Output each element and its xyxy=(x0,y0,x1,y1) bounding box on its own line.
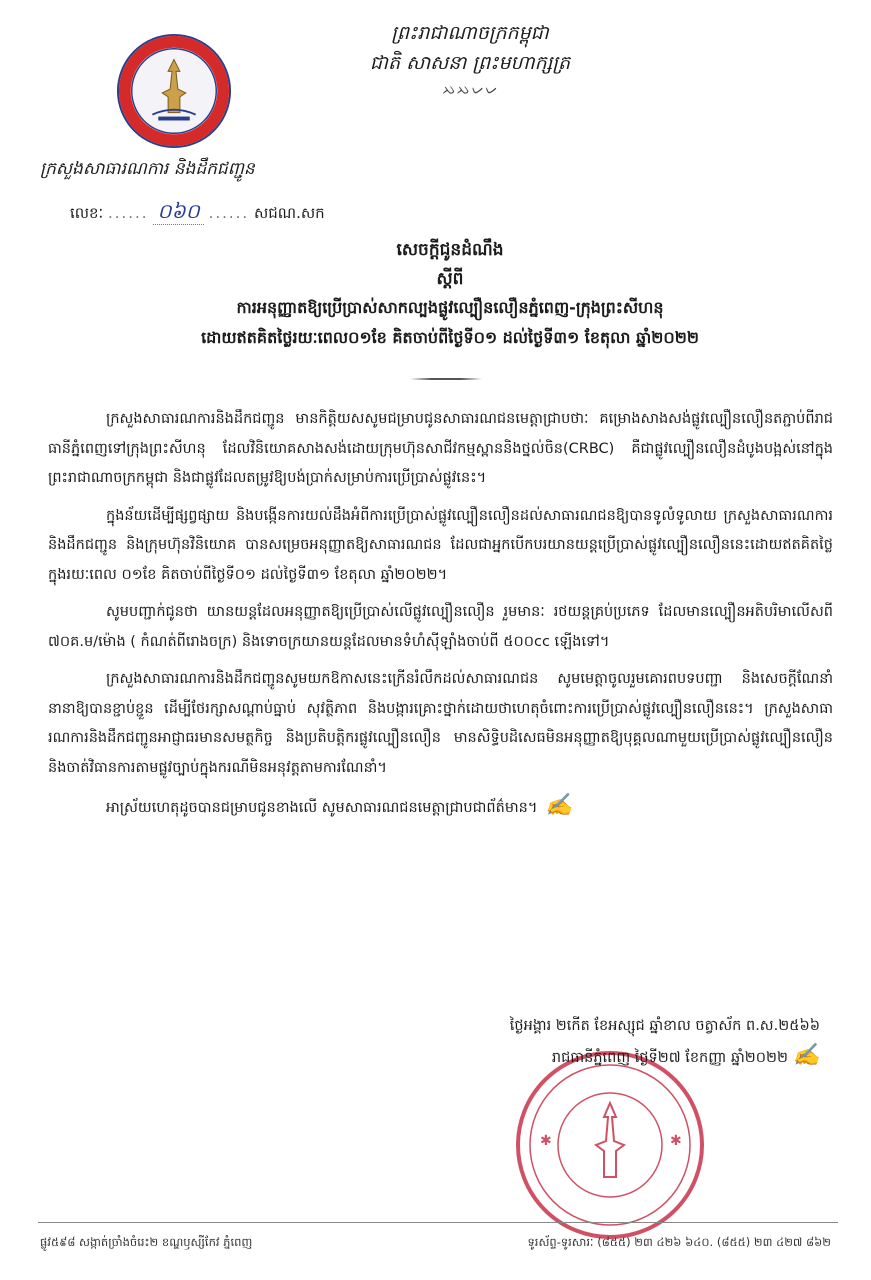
paragraph-1: ក្រសួងសាធារណការនិងដឹកជញ្ជូន មានកិត្តិយសសូមជម្រាបជូនសាធារណជនមេត្តាជ្រាបថាៈ គម្រោងសាងសង់ផ្លូវល្បឿនលឿនតភ្ជាប់ពីរាជធានីភ្នំពេញទៅក្រុងព្រះសីហនុ ដែលវិនិយោគសាងសង់ដោយក្រុមហ៊ុនសាជីវកម្មស្ពាននិងថ្នល់ចិន(CRBC) គឺជាផ្លូវល្បឿនលឿនដំបូងបង្អស់នៅក្នុងព្រះរាជាណាចក្រកម្ពុជា និងជាផ្លូវដែលតម្រូវឱ្យបង់ប្រាក់សម្រាប់ការប្រើប្រាស់ផ្លូវនេះ។ xyxy=(48,411,833,486)
official-seal-icon xyxy=(510,1045,710,1245)
notice-subject-line-1: ការអនុញ្ញាតឱ្យប្រើប្រាស់សាកល្បងផ្លូវល្បឿនលឿនភ្នំពេញ-ក្រុងព្រះសីហនុ xyxy=(236,298,664,317)
svg-text:✱: ✱ xyxy=(540,1133,552,1149)
footer-divider xyxy=(38,1222,838,1223)
paragraph-2: ក្នុងន័យដើម្បីផ្សព្វផ្សាយ និងបង្កើនការយល់ដឹងអំពីការប្រើប្រាស់ផ្លូវល្បឿនលឿនដល់សាធារណជនឱ្យបានទូលំទូលាយ ក្រសួងសាធារណការនិងដឹកជញ្ជូន និងក្រុមហ៊ុនវិនិយោគ បានសម្រេចអនុញ្ញាតឱ្យសាធារណជន ដែលជាអ្នកបើកបរយានយន្តប្រើប្រាស់ផ្លូវល្បឿនលឿននេះដោយឥតគិតថ្លៃក្នុងរយៈពេល ០១ខែ គិតចាប់ពីថ្ងៃទី០១ ដល់ថ្ងៃទី៣១ ខែតុលា ឆ្នាំ២០២២។ xyxy=(48,507,833,583)
svg-text:✱: ✱ xyxy=(670,1133,682,1149)
paragraph-5-text: អាស្រ័យហេតុដូចបានជម្រាបជូនខាងលើ សូមសាធារណជនមេត្តាជ្រាបជាព័ត៌មាន។ xyxy=(106,800,538,816)
kingdom-line-2: ជាតិ សាសនា ព្រះមហាក្សត្រ xyxy=(369,52,571,74)
title-divider xyxy=(410,378,482,380)
paragraph-4: ក្រសួងសាធារណការនិងដឹកជញ្ជូនសូមយកឱកាសនេះក្រើនរំលឹកដល់សាធារណជន សូមមេត្តាចូលរួមគោរពបទបញ្ជា និងសេចក្តីណែនាំនានាឱ្យបានខ្ជាប់ខ្ជួន ដើម្បីថែរក្សាសណ្តាប់ធ្នាប់ សុវត្ថិភាព និងបង្ការគ្រោះថ្នាក់ដោយថាហេតុចំពោះការប្រើប្រាស់ផ្លូវល្បឿនលឿននេះ។ ក្រសួងសាធារណការនិងដឹកជញ្ជូនអាជ្ញាធរមានសមត្ថកិច្ច និងប្រតិបត្តិករផ្លូវល្បឿនលឿន មានសិទ្ធិបដិសេធមិនអនុញ្ញាតឱ្យបុគ្គលណាមួយប្រើប្រាស់ផ្លូវល្បឿនលឿន និងចាត់វិធានការតាមផ្លូវច្បាប់ក្នុងករណីមិនអនុវត្តតាមការណែនាំ។ xyxy=(48,671,833,776)
ministry-logo xyxy=(115,32,233,150)
notice-title: សេចក្តីជូនដំណឹង xyxy=(396,240,504,260)
footer-address: ផ្លូវ៥៩៨ សង្កាត់ច្រាំងចំរេះ២ ខណ្ឌឫស្សីកែវ ភ្នំពេញ xyxy=(40,1235,253,1249)
date-signature-icon: ✍ xyxy=(792,1043,820,1068)
ref-number-value: ០៦០ xyxy=(153,198,203,225)
solar-date: រាជធានីភ្នំពេញ ថ្ងៃទី២៧ ខែកញ្ញា ឆ្នាំ២០២២ xyxy=(551,1050,788,1066)
ministry-name: ក្រសួងសាធារណការ និងដឹកជញ្ជូន xyxy=(40,159,255,179)
date-block xyxy=(440,1012,820,1073)
initial-signature-icon: ✍ xyxy=(545,793,573,818)
kingdom-line-1: ព្រះរាជាណាចក្រកម្ពុជា xyxy=(391,22,549,44)
kingdom-ornament: ᨇᨇᨆᨆ xyxy=(442,82,498,98)
solar-date-row xyxy=(440,1041,820,1073)
reference-number: លេខៈ ...... ០៦០ ...... សជណ.សក xyxy=(70,199,325,223)
notice-subtitle: ស្តីពី xyxy=(436,269,464,289)
paragraph-5 xyxy=(48,791,833,824)
lunar-date: ថ្ងៃអង្គារ ២កើត ខែអស្សុជ ឆ្នាំខាល ចត្វាស័ក ព.ស.២៥៦៦ xyxy=(509,1018,820,1034)
notice-title-block xyxy=(80,235,820,353)
ref-suffix: សជណ.សក xyxy=(253,204,325,222)
footer-phone: ទូរស័ព្ទ-ទូរសារៈ (៨៥៥) ២៣ ៤២៦ ៦៤០. (៨៥៥) ២៣ ៤២៧ ៨៦២ xyxy=(527,1235,831,1249)
notice-body xyxy=(48,405,833,832)
ref-prefix: លេខៈ xyxy=(70,204,104,222)
notice-subject-line-2: ដោយឥតគិតថ្លៃរយៈពេល០១ខែ គិតចាប់ពីថ្ងៃទី០១ ដល់ថ្ងៃទី៣១ ខែតុលា ឆ្នាំ២០២២ xyxy=(201,328,699,347)
paragraph-3: សូមបញ្ជាក់ជូនថា យានយន្តដែលអនុញ្ញាតឱ្យប្រើប្រាស់លើផ្លូវល្បឿនលឿន រួមមានៈ រថយន្តគ្រប់ប្រភេទ ដែលមានល្បឿនអតិបរិមាលើសពី ៧០គ.ម/ម៉ោង ( កំណត់ពីរោងចក្រ) និងទោចក្រយានយន្តដែលមានទំហំស៊ីឡាំងចាប់ពី ៥០០cc ឡើងទៅ។ xyxy=(48,604,833,650)
kingdom-heading xyxy=(300,18,640,102)
